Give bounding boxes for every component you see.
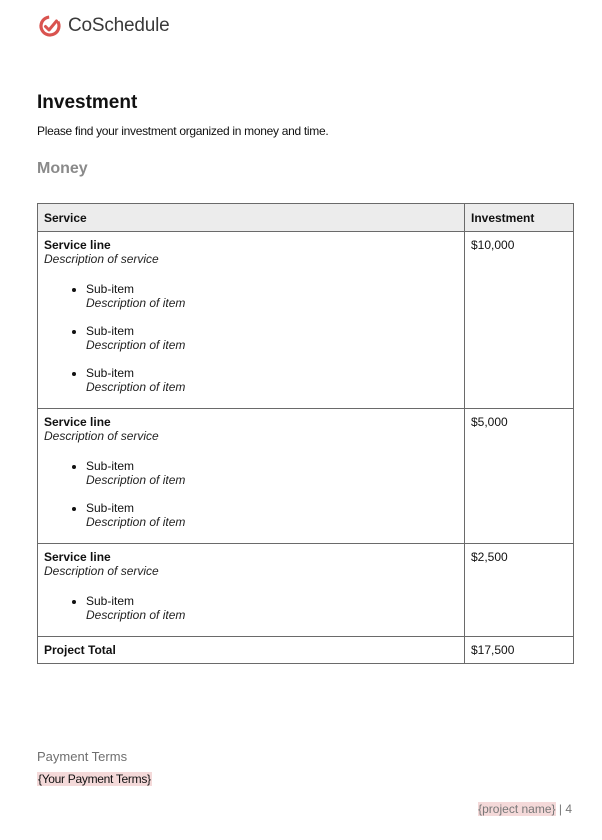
brand-logo: [38, 14, 170, 38]
list-item: [86, 594, 458, 622]
investment-amount: $10,000: [465, 232, 574, 409]
sub-item-label: • Sub-item: [86, 324, 135, 338]
service-cell: [38, 409, 465, 544]
total-label: Project Total: [38, 637, 465, 664]
service-description: Description of service: [44, 429, 159, 443]
service-description: Description of service: [44, 252, 159, 266]
intro-text: Please find your investment organized in money and time.: [37, 124, 329, 138]
investment-amount: $2,500: [465, 544, 574, 637]
column-header-investment: Investment: [465, 204, 574, 232]
sub-item-list: [44, 282, 458, 394]
page-number: 4: [565, 802, 572, 816]
table-row: [38, 544, 574, 637]
table-header-row: [38, 204, 574, 232]
service-cell: [38, 544, 465, 637]
table-row: [38, 232, 574, 409]
list-item: [86, 459, 458, 487]
page-footer: [478, 802, 572, 816]
table-row: [38, 409, 574, 544]
sub-item-label: • Sub-item: [86, 366, 135, 380]
service-title: Service line: [44, 238, 111, 252]
sub-item-list: [44, 459, 458, 529]
sub-item-description: Description of item: [86, 473, 186, 487]
sub-item-label: • Sub-item: [86, 282, 135, 296]
sub-item-description: Description of item: [86, 608, 186, 622]
sub-item-description: Description of item: [86, 380, 186, 394]
service-cell: [38, 232, 465, 409]
sub-item-description: Description of item: [86, 515, 186, 529]
sub-item-description: Description of item: [86, 296, 186, 310]
sub-item-label: • Sub-item: [86, 459, 135, 473]
investment-amount: $5,000: [465, 409, 574, 544]
footer-project-name: {project name}: [478, 802, 556, 816]
service-title: Service line: [44, 550, 111, 564]
investment-table: [37, 203, 574, 664]
payment-terms-label: Payment Terms: [37, 749, 128, 764]
page-title: Investment: [37, 92, 138, 113]
total-amount: $17,500: [465, 637, 574, 664]
service-description: Description of service: [44, 564, 159, 578]
sub-item-list: [44, 594, 458, 622]
list-item: [86, 324, 458, 352]
payment-terms-value: {Your Payment Terms}: [38, 772, 151, 786]
total-row: [38, 637, 574, 664]
list-item: [86, 282, 458, 310]
column-header-service: Service: [38, 204, 465, 232]
list-item: [86, 366, 458, 394]
sub-item-label: • Sub-item: [86, 501, 135, 515]
footer-separator: |: [555, 802, 566, 816]
section-heading: Money: [37, 160, 88, 177]
brand-name: CoSchedule: [68, 15, 170, 36]
sub-item-label: • Sub-item: [86, 594, 135, 608]
sub-item-description: Description of item: [86, 338, 186, 352]
service-title: Service line: [44, 415, 111, 429]
coschedule-logo-icon: [38, 14, 62, 38]
list-item: [86, 501, 458, 529]
